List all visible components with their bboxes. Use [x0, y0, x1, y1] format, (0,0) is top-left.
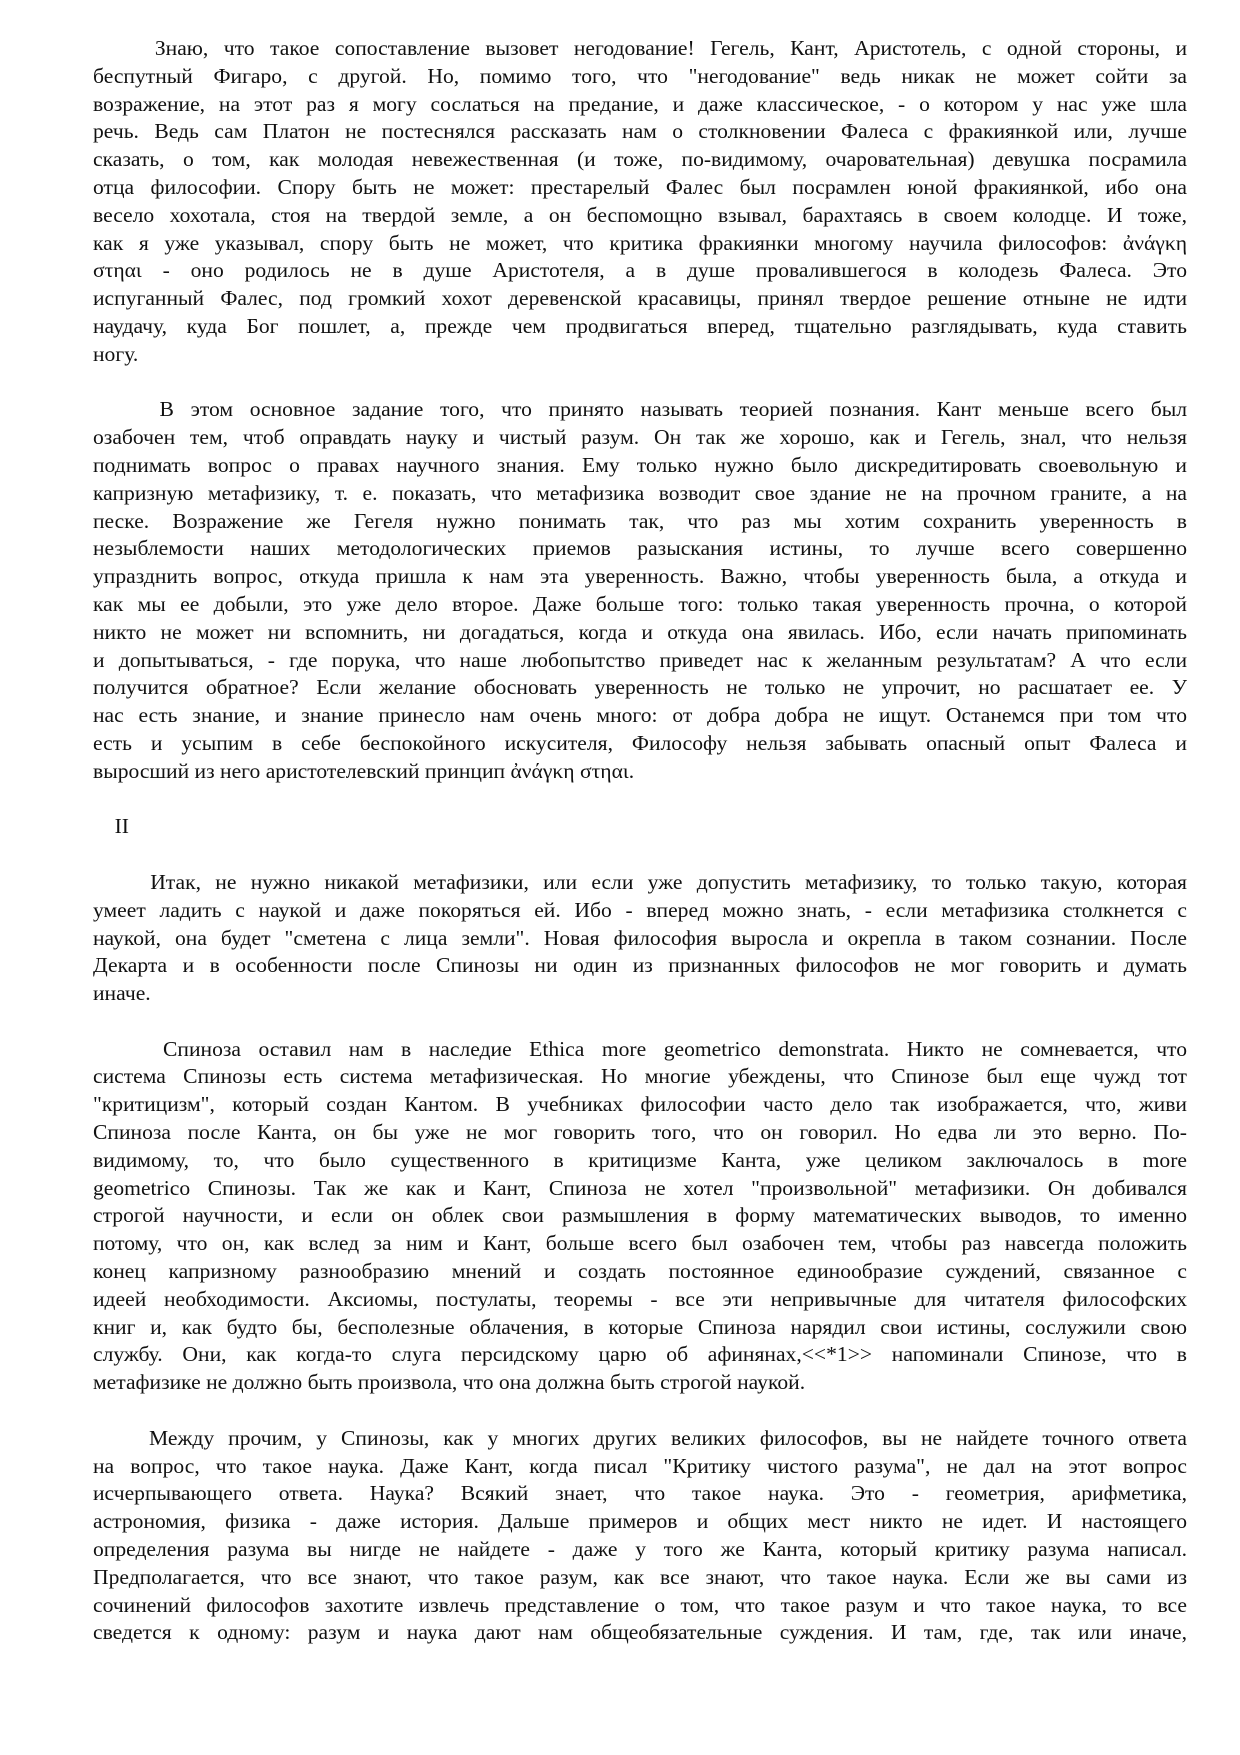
text-line: Между прочим, у Спинозы, как у многих других великих философов, вы не найдете точного ответа: [93, 1425, 1187, 1450]
text-line: возражение, на этот раз я могу сослаться на предание, и даже классическое, - о котором у нас уже шла: [93, 91, 1187, 116]
paragraph-gap: [93, 786, 1187, 814]
paragraph: [93, 396, 1187, 785]
text-line: метафизике не должно быть произвола, что она должна быть строгой наукой.: [93, 1370, 806, 1395]
text-line: книг и, как будто бы, бесполезные облачения, в которые Спиноза нарядил свои истины, сослужили свою: [93, 1314, 1187, 1339]
text-line: получится обратное? Если желание обосновать уверенность не только не упрочит, но расшатает ее. У: [93, 675, 1187, 700]
text-line: нас есть знание, и знание принесло нам очень много: от добра добра не ищут. Останемся при том что: [93, 703, 1187, 728]
text-line: определения разума вы нигде не найдете - даже у того же Канта, который критику разума написал.: [93, 1537, 1187, 1562]
text-line: ногу.: [93, 341, 139, 366]
text-line: иначе.: [93, 981, 151, 1006]
text-line: поднимать вопрос о правах научного знания. Ему только нужно было дискредитировать своевольную и: [93, 452, 1187, 477]
text-line: Спиноза оставил нам в наследие Ethica more geometrico demonstrata. Никто не сомневается, что: [93, 1036, 1187, 1061]
paragraph-gap: [93, 1008, 1187, 1036]
text-line: наукой, она будет "сметена с лица земли". Новая философия выросла и окрепла в таком сознании. После: [93, 925, 1187, 950]
paragraph: [93, 1425, 1187, 1647]
text-line: есть и усыпим в себе беспокойного искусителя, Философу нельзя забывать опасный опыт Фалеса и: [93, 730, 1187, 755]
text-line: озабочен тем, чтоб оправдать науку и чистый разум. Он так же хорошо, как и Гегель, знал, что нельзя: [93, 425, 1187, 450]
text-line: geometrico Спинозы. Так же как и Кант, Спиноза не хотел "произвольной" метафизики. Он добивался: [93, 1175, 1187, 1200]
paragraph: [93, 35, 1187, 369]
text-line: умеет ладить с наукой и даже покоряться ей. Ибо - вперед можно знать, - если метафизика столкнется с: [93, 897, 1187, 922]
text-line: Спиноза после Канта, он бы уже не мог говорить того, что он говорил. Но едва ли это верно. По-: [93, 1120, 1187, 1145]
text-line: "критицизм", который создан Кантом. В учебниках философии часто дело так изображается, что, живи: [93, 1092, 1187, 1117]
text-line: астрономия, физика - даже история. Дальше примеров и общих мест никто не идет. И настоящего: [93, 1509, 1187, 1534]
text-line: Декарта и в особенности после Спинозы ни один из признанных философов не мог говорить и думать: [93, 953, 1187, 978]
text-line: упразднить вопрос, откуда пришла к нам эта уверенность. Важно, чтобы уверенность была, а откуда и: [93, 564, 1187, 589]
text-line: сочинений философов захотите извлечь представление о том, что такое разум и что такое наука, то все: [93, 1592, 1187, 1617]
text-line: на вопрос, что такое наука. Даже Кант, когда писал "Критику чистого разума", не дал на этот вопрос: [93, 1453, 1187, 1478]
text-line: как мы ее добыли, это уже дело второе. Даже больше того: только такая уверенность прочна, о которой: [93, 591, 1187, 616]
section-heading: II: [93, 814, 129, 839]
text-line: Предполагается, что все знают, что такое разум, как все знают, что такое наука. Если же вы сами из: [93, 1564, 1187, 1589]
text-line: строгой научности, и если он облек свои размышления в форму математических выводов, то именно: [93, 1203, 1187, 1228]
paragraph: [93, 1036, 1187, 1397]
text-line: и допытываться, - где порука, что наше любопытство приведет нас к желанным результатам? А что если: [93, 647, 1187, 672]
paragraph-gap: [93, 369, 1187, 397]
text-line: идеей необходимости. Аксиомы, постулаты, теоремы - все эти непривычные для читателя философских: [93, 1286, 1187, 1311]
text-line: потому, что он, как вслед за ним и Кант, больше всего был озабочен тем, чтобы раз навсегда положить: [93, 1231, 1187, 1256]
text-line: конец капризному разнообразию мнений и создать постоянное единообразие суждений, связанное с: [93, 1259, 1187, 1284]
text-line: капризную метафизику, т. е. показать, что метафизика возводит свое здание не на прочном граните, а на: [93, 480, 1187, 505]
paragraph: [93, 869, 1187, 1008]
text-line: система Спинозы есть система метафизическая. Но многие убеждены, что Спинозе был еще чужд тот: [93, 1064, 1187, 1089]
text-line: выросший из него аристотелевский принцип ἀνάγκη στηαι.: [93, 758, 635, 783]
text-line: испуганный Фалес, под громкий хохот деревенской красавицы, принял твердое решение отныне не идти: [93, 286, 1187, 311]
text-line: видимому, то, что было существенного в критицизме Канта, уже целиком заключалось в more: [93, 1147, 1187, 1172]
text-line: отца философии. Спору быть не может: престарелый Фалес был посрамлен юной фракиянкой, ибо она: [93, 174, 1187, 199]
text-line: сказать, о том, как молодая невежественная (и тоже, по-видимому, очаровательная) девушка посрамила: [93, 147, 1187, 172]
text-line: весело хохотала, стоя на твердой земле, а он беспомощно взывал, барахтаясь в своем колодце. И тоже,: [93, 202, 1187, 227]
text-line: никто не может ни вспомнить, ни догадаться, когда и откуда она явилась. Ибо, если начать припоминать: [93, 619, 1187, 644]
text-line: исчерпывающего ответа. Наука? Всякий знает, что такое наука. Это - геометрия, арифметика,: [93, 1481, 1187, 1506]
text-line: наудачу, куда Бог пошлет, а, прежде чем продвигаться вперед, тщательно разглядывать, куда ставить: [93, 313, 1187, 338]
text-line: как я уже указывал, спору быть не может, что критика фракиянки многому научила философов: ἀνάγκη: [93, 230, 1187, 255]
text-line: сведется к одному: разум и наука дают нам общеобязательные суждения. И там, где, так или иначе,: [93, 1620, 1187, 1645]
text-line: незыблемости наших методологических приемов разыскания истины, то лучше всего совершенно: [93, 536, 1187, 561]
document-page: [93, 35, 1187, 1647]
text-line: Итак, не нужно никакой метафизики, или если уже допустить метафизику, то только такую, которая: [93, 869, 1187, 894]
paragraph-gap: [93, 841, 1187, 869]
text-line: речь. Ведь сам Платон не постеснялся рассказать нам о столкновении Фалеса с фракиянкой или, лучше: [93, 119, 1187, 144]
text-line: В этом основное задание того, что принято называть теорией познания. Кант меньше всего был: [93, 397, 1187, 422]
paragraph-gap: [93, 1397, 1187, 1425]
text-line: службу. Они, как когда-то слуга персидскому царю об афинянах,<<*1>> напоминали Спинозе, что в: [93, 1342, 1187, 1367]
text-line: беспутный Фигаро, с другой. Но, помимо того, что "негодование" ведь никак не может сойти за: [93, 63, 1187, 88]
text-line: στηαι - оно родилось не в душе Аристотеля, а в душе провалившегося в колодезь Фалеса. Это: [93, 258, 1187, 283]
text-line: Знаю, что такое сопоставление вызовет негодование! Гегель, Кант, Аристотель, с одной стороны, и: [93, 36, 1187, 60]
text-line: песке. Возражение же Гегеля нужно понимать так, что раз мы хотим сохранить уверенность в: [93, 508, 1187, 533]
